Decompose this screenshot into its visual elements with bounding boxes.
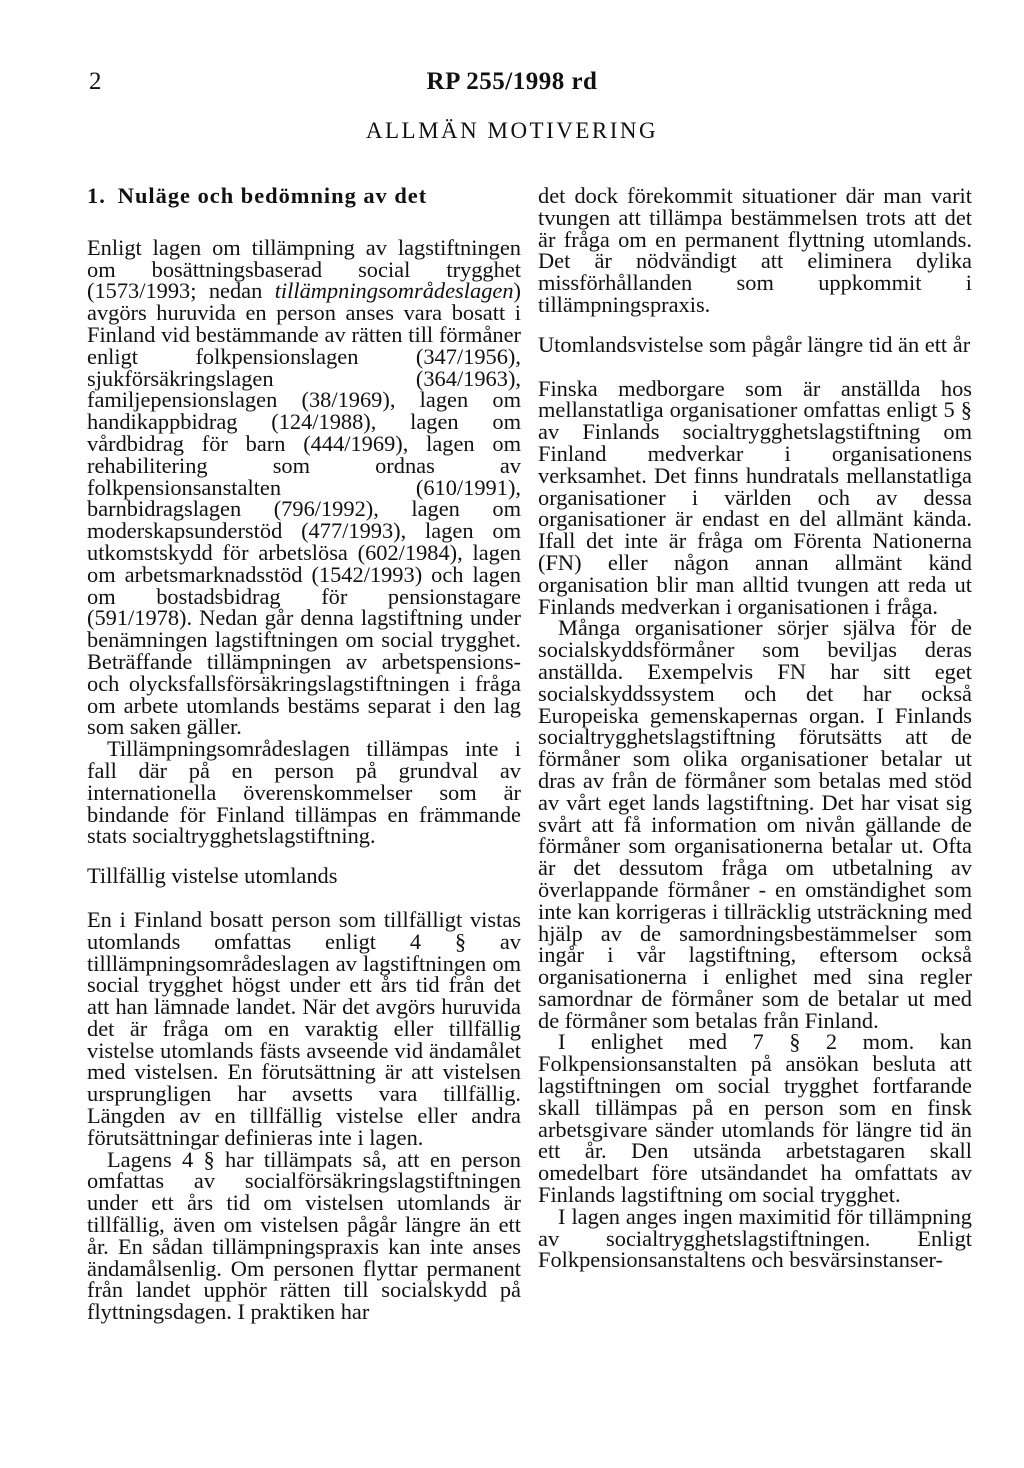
paragraph: I lagen anges ingen maximitid för tillämpning av socialtrygghetslagstiftningen. Enligt Folkpensionsanstaltens och besvärsinstanser- <box>538 1203 972 1273</box>
page-number: 2 <box>89 68 102 95</box>
paragraph: det dock förekommit situationer där man varit tvungen att tillämpa bestämmelsen trots att det är fråga om en permanent flyttning utomlands. Det är nödvändigt att eliminera dylika missförhållanden som uppkommit i tillämpningspraxis. <box>538 183 972 317</box>
subheading: Tillfällig vistelse utomlands <box>87 863 338 889</box>
section-heading <box>87 185 521 207</box>
paragraph: Finska medborgare som är anställda hos mellanstatliga organisationer omfattas enligt 5 § av Finlands socialtrygghetslagstiftning om Finland medverkar i organisationens verksamhet. Det finns hundratals mellanstatliga organisationer i världen och av dessa organisationer är endast en del allmänt kända. Ifall det inte är fråga om Förenta Nationerna (FN) eller någon annan allmänt känd organisation blir man alltid tvungen att reda ut Finlands medverkan i organisationen i fråga. <box>538 375 972 619</box>
section-title: ALLMÄN MOTIVERING <box>365 118 659 143</box>
left-column <box>87 185 521 1323</box>
right-column <box>538 185 972 1271</box>
paragraph: Många organisationer sörjer själva för de socialskyddsförmåner som beviljas deras anställda. Exempelvis FN har sitt eget socialskyddssystem och det har också Europeiska gemenskapernas organ. I Finlands socialtrygghetslagstiftning förutsätts att de förmåner som olika organisationer betalar ut dras av från de förmåner som betalas med stöd av vårt eget lands lagstiftning. Det har visat sig svårt att få information om nivån gällande de förmåner som organisationerna betalar ut. Ofta är det dessutom fråga om utbetalning av överlappande förmåner - en omständighet som inte kan korrigeras i tillräcklig utsträckning med hjälp av de samordningsbestämmelser som ingår i vår lagstiftning, eftersom också organisationerna i enlighet med sina regler samordnar de förmåner som de betalar ut med de förmåner som betalas från Finland. <box>538 615 972 1033</box>
paragraph-italic-term: tillämpningsområdeslagen <box>274 278 514 304</box>
paragraph: Lagens 4 § har tillämpats så, att en person omfattas av socialförsäkringslagstiftningen under ett års tid om vistelsen utomlands är tillfällig, även om vistelsen pågår längre än ett år. En sådan tillämpningspraxis kan inte anses ändamålsenlig. Om personen flyttar permanent från landet upphör rätten till socialskydd på flyttningsdagen. I praktiken har <box>87 1146 521 1325</box>
paragraph: I enlighet med 7 § 2 mom. kan Folkpensionsanstalten på ansökan besluta att lagstiftningen om social trygghet fortfarande skall tillämpas på en person som en finsk arbetsgivare sänder utomlands för längre tid än ett år. Den utsända arbetstagaren skall omedelbart före utsändandet ha omfattats av Finlands lagstiftning om social trygghet. <box>538 1029 972 1208</box>
section-heading-text: Nuläge och bedömning av det <box>117 183 428 208</box>
paragraph: Tillämpningsområdeslagen tillämpas inte i fall där på en person på grundval av internationella överenskommelser som är bindande för Finland tillämpas en främmande stats socialtrygghetslagstiftning. <box>87 736 521 849</box>
page-header <box>0 68 1024 108</box>
paragraph-text: Enligt lagen om tillämpning av lagstiftningen om bosättningsbaserad social trygghet (1573/1993; nedan <box>87 234 521 304</box>
paragraph: En i Finland bosatt person som tillfälligt vistas utomlands omfattas enligt 4 § av tilllämpningsområdeslagen av lagstiftningen om social trygghet högst under ett års tid från det att han lämnade landet. När det avgörs huruvida det är fråga om en varaktig eller tillfällig vistelse utomlands fästs avseende vid ändamålet med vistelsen. En förutsättning är att vistelsen ursprungligen har avsetts vara tillfällig. Längden av en tillfällig vistelse eller andra förutsättningar definieras inte i lagen. <box>87 906 521 1150</box>
section-heading-number: 1. <box>87 183 106 208</box>
paragraph-text: ) avgörs huruvida en person anses vara bosatt i Finland vid bestämmande av rätten till förmåner enligt folkpensionslagen (347/1956), sjukförsäkringslagen (364/1963), familjepensionslagen (38/1969), lagen om handikappbidrag (124/1988), lagen om vårdbidrag för barn (444/1969), lagen om rehabilitering som ordnas av folkpensionsanstalten (610/1991), barnbidragslagen (796/1992), lagen om moderskapsunderstöd (477/1993), lagen om utkomstskydd för arbetslösa (602/1984), lagen om arbetsmarknadsstöd (1542/1993) och lagen om bostadsbidrag för pensionstagare (591/1978). Nedan går denna lagstiftning under benämningen lagstiftningen om social trygghet. Beträffande tillämpningen av arbetspensions- och olycksfallsförsäkringslagstiftningen i fråga om arbete utomlands bestäms separat i den lag som saken gäller. <box>87 278 521 740</box>
paragraph <box>87 234 521 740</box>
running-title: RP 255/1998 rd <box>426 68 598 95</box>
subheading: Utomlandsvistelse som pågår längre tid än ett år <box>538 331 971 357</box>
